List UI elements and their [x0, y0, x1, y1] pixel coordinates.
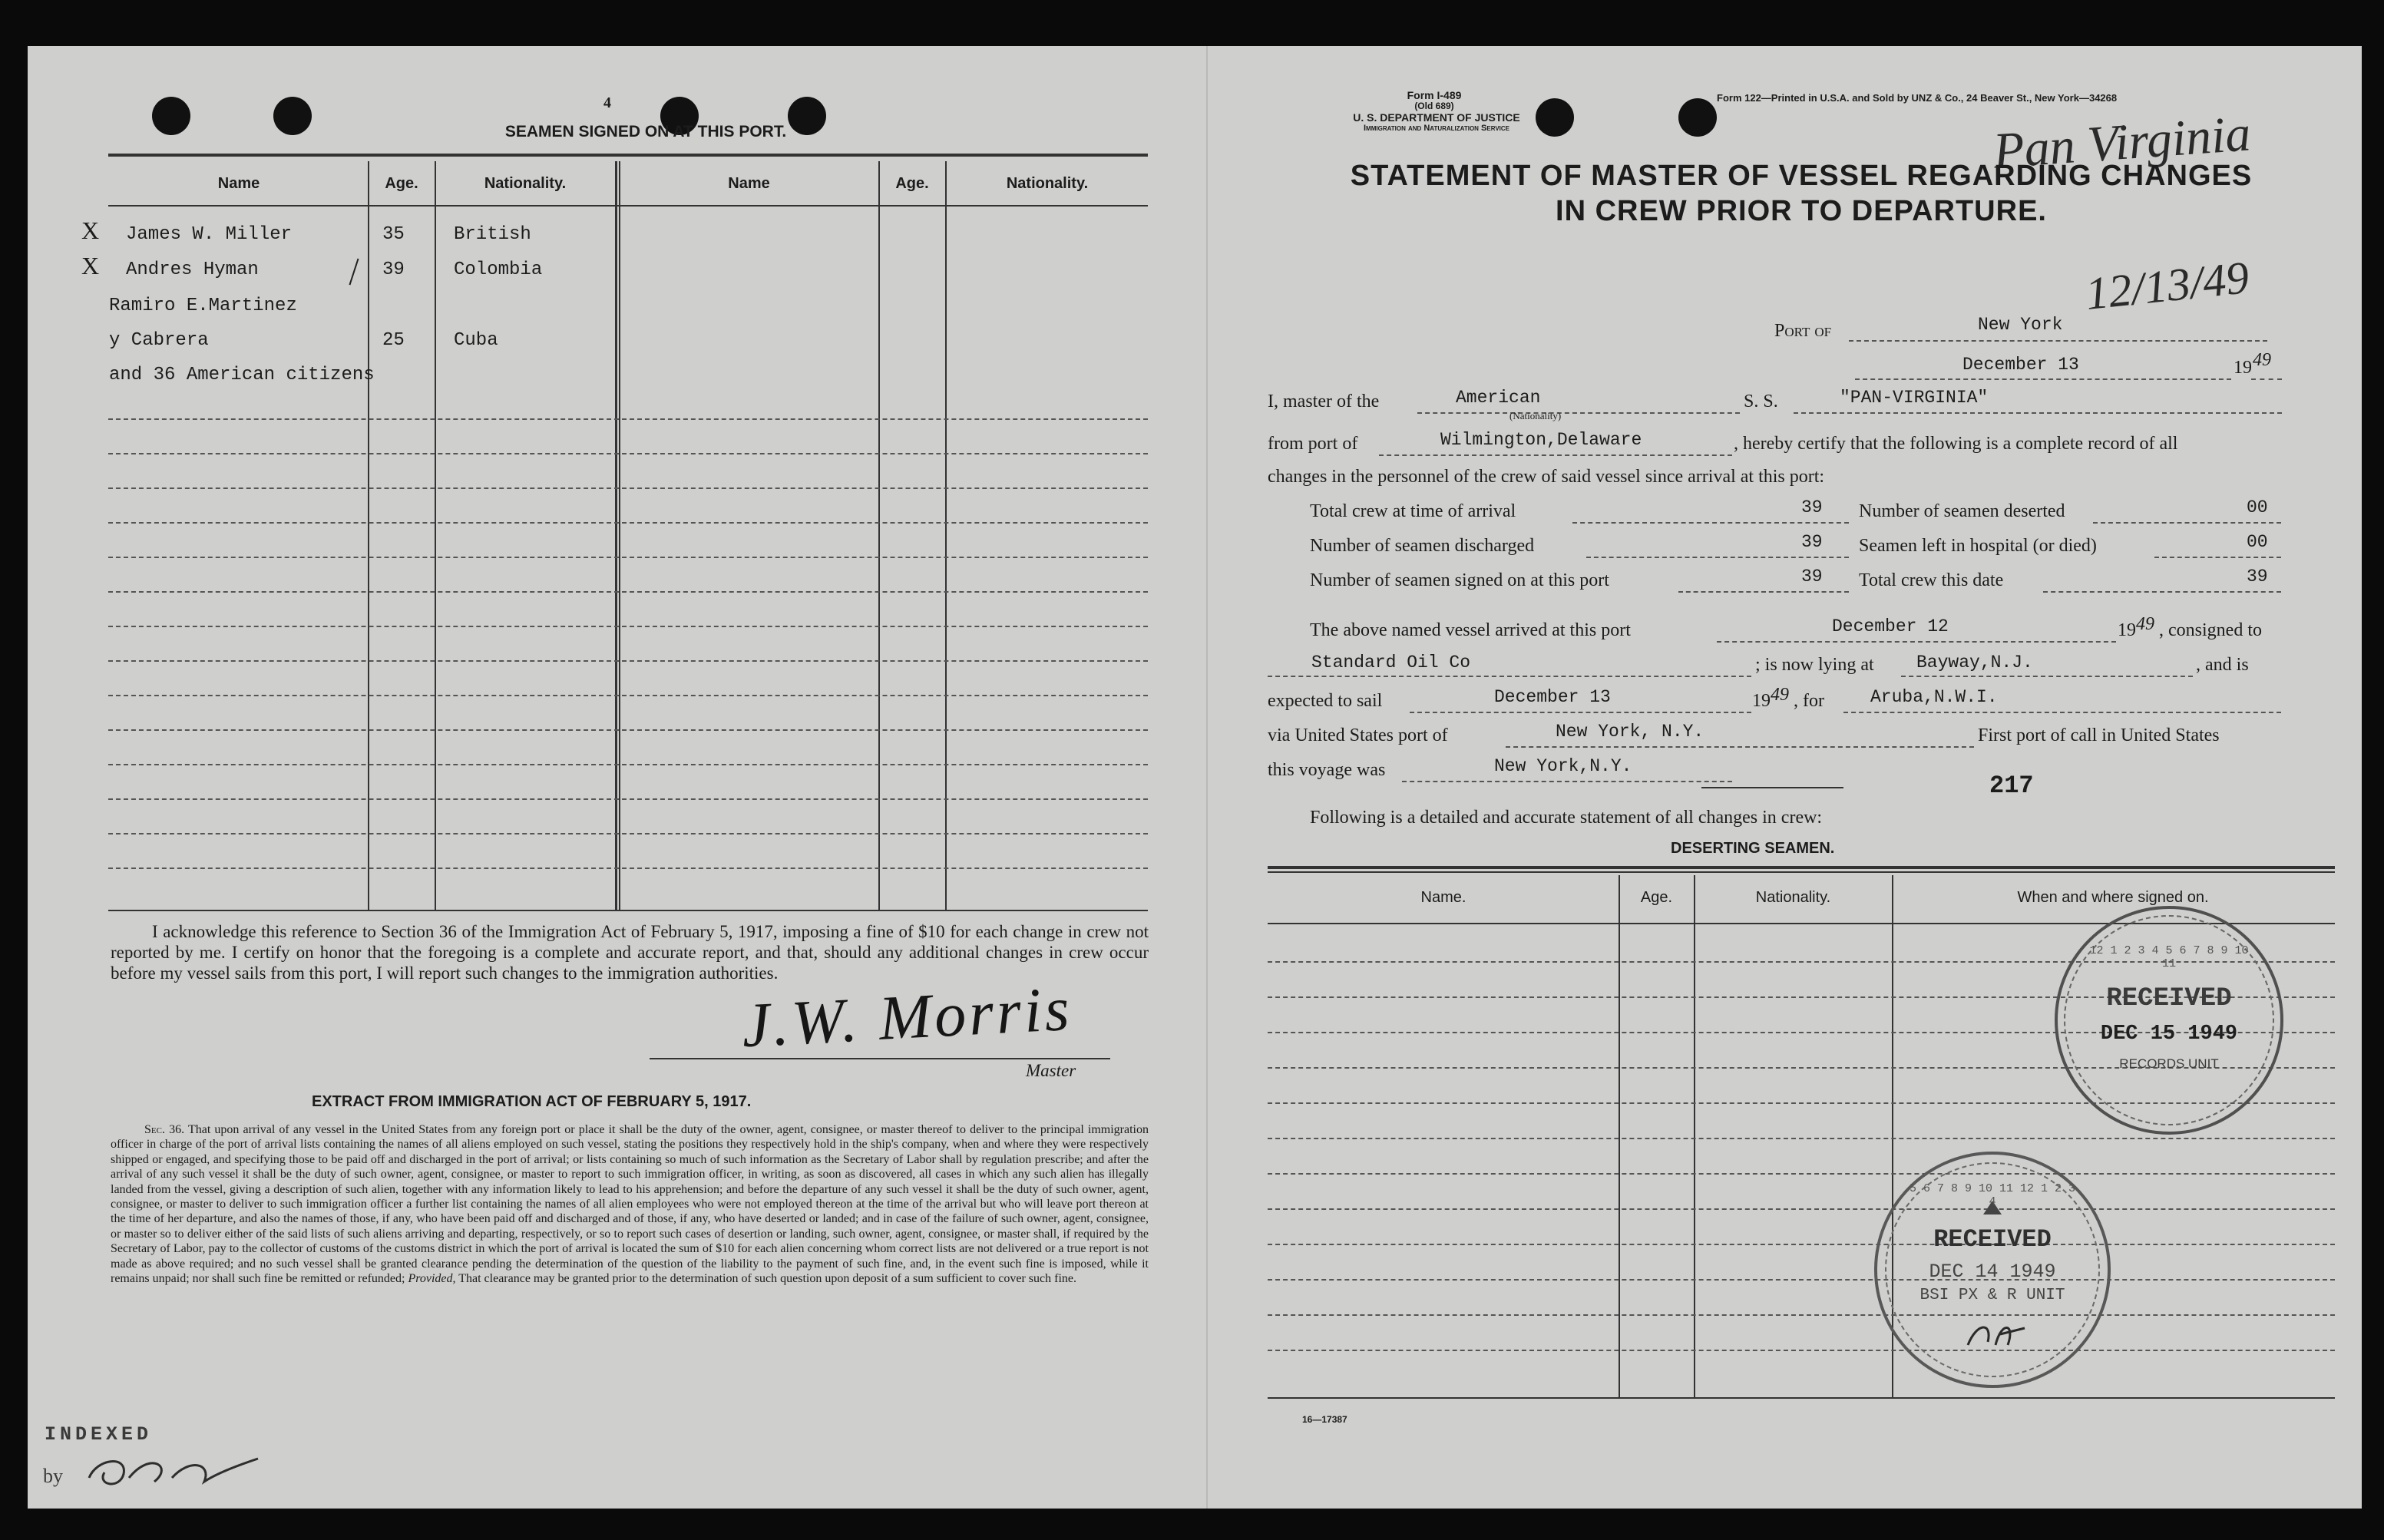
- nationality-value: American: [1456, 388, 1541, 408]
- stamp2-dial-digits: 5 6 7 8 9 10 11 12 1 2 3 4: [1909, 1182, 2076, 1208]
- handwritten-ship-name: Pan Virginia: [1991, 105, 2253, 180]
- pen-mark: [349, 259, 359, 286]
- form-title-line1: STATEMENT OF MASTER OF VESSEL REGARDING CHANGES: [1350, 160, 2253, 192]
- via-label: via United States port of: [1268, 725, 1448, 745]
- col-divider: [878, 161, 880, 910]
- col-header-name-2: Name: [728, 175, 770, 192]
- stat-value: 39: [1801, 497, 1823, 517]
- crew-name: and 36 American citizens: [109, 365, 375, 385]
- this-voyage-label: this voyage was: [1268, 760, 1386, 780]
- punch-hole: [273, 97, 312, 135]
- stamp-initials: [1962, 1314, 2031, 1353]
- left-page-header: SEAMEN SIGNED ON AT THIS PORT.: [504, 123, 787, 140]
- stat-label: Seamen left in hospital (or died): [1859, 536, 2097, 556]
- handwritten-date: 12/13/49: [2083, 252, 2252, 319]
- certify-text-2: changes in the personnel of the crew of said vessel since arrival at this port:: [1268, 467, 1825, 487]
- form-title-line2: IN CREW PRIOR TO DEPARTURE.: [1556, 195, 2047, 227]
- destination-line: [1843, 712, 2281, 713]
- col-divider: [1694, 875, 1695, 1397]
- rule: [1701, 787, 1843, 788]
- ship-name: "PAN-VIRGINIA": [1840, 388, 1989, 408]
- ss-label: S. S.: [1744, 392, 1778, 411]
- stat-value: 39: [1801, 567, 1823, 587]
- first-port-line: [1402, 781, 1732, 782]
- clerk-initials: [81, 1443, 266, 1497]
- acknowledgement-text: I acknowledge this reference to Section 36 of the Immigration Act of February 5, 1917, imposing a fine of $10 for each change in crew not reported by me. I certify on honor that the foregoing is a complete and accurate report, and that, should any additional changes in crew occur before my vessel sails from this port, I will report such changes to the immigration authorities.: [111, 922, 1149, 983]
- lying-label: ; is now lying at: [1755, 655, 1874, 675]
- department: U. S. DEPARTMENT OF JUSTICE: [1353, 111, 1520, 124]
- from-port-label: from port of: [1268, 434, 1358, 454]
- extract-proviso: That clearance may be granted prior to the determination of such question upon deposit of a sum sufficient to cover such fine.: [458, 1272, 1077, 1286]
- ship-name-line: [1794, 412, 2282, 414]
- deserting-top-rule-2: [1268, 871, 2335, 873]
- first-port-value: New York,N.Y.: [1494, 756, 1632, 776]
- col-divider: [435, 161, 436, 910]
- stat-label: Number of seamen discharged: [1310, 536, 1535, 556]
- col-divider: [615, 161, 617, 910]
- and-is-label: , and is: [2196, 655, 2249, 675]
- deserting-bottom-rule: [1268, 1397, 2335, 1399]
- from-port-line: [1379, 454, 1732, 456]
- port-of-label: Port of: [1774, 321, 1832, 341]
- arrived-label: The above named vessel arrived at this port: [1310, 620, 1631, 640]
- received-stamp-bsi: [1874, 1152, 2111, 1388]
- stamp2-date: DEC 14 1949: [1929, 1261, 2056, 1283]
- crew-name: James W. Miller: [126, 224, 293, 245]
- date-year: 49: [2253, 350, 2271, 370]
- consignee-value: Standard Oil Co: [1311, 653, 1471, 673]
- signature-title: Master: [1026, 1061, 1076, 1080]
- consigned-label: , consigned to: [2159, 620, 2262, 640]
- crew-name: y Cabrera: [109, 330, 209, 351]
- first-port-label: First port of call in United States: [1978, 725, 2220, 745]
- extract-section: Sec. 36.: [144, 1123, 185, 1136]
- stat-value: 00: [2247, 532, 2268, 552]
- sail-date-line: [1410, 712, 1751, 713]
- page-fold: [1206, 46, 1208, 1509]
- crew-nationality: Colombia: [454, 259, 543, 280]
- stamp2-received: RECEIVED: [1933, 1225, 2052, 1254]
- stat-line: [2093, 522, 2281, 524]
- stat-value: 39: [1801, 532, 1823, 552]
- page-number: 4: [603, 94, 611, 111]
- sail-year: 49: [1771, 685, 1789, 705]
- service: Immigration and Naturalization Service: [1363, 124, 1509, 133]
- crew-name: Ramiro E.Martinez: [109, 296, 297, 316]
- signature-line: [650, 1058, 1110, 1059]
- stat-value: 00: [2247, 497, 2268, 517]
- extract-title: EXTRACT FROM IMMIGRATION ACT OF FEBRUARY 5, 1917.: [312, 1093, 752, 1110]
- consignee-line: [1268, 676, 1751, 677]
- stat-value: 39: [2247, 567, 2268, 587]
- table-bottom-rule: [108, 910, 1148, 911]
- master-of-label: I, master of the: [1268, 392, 1380, 411]
- sail-date: December 13: [1494, 687, 1611, 707]
- master-signature: J.W. Morris: [739, 973, 1074, 1061]
- stamp1-received: RECEIVED: [2106, 984, 2232, 1013]
- crew-nationality: Cuba: [454, 330, 498, 351]
- port-of-value: New York: [1978, 315, 2063, 335]
- col-header-age: Age.: [385, 175, 418, 192]
- date-line: [1855, 378, 2231, 380]
- stat-label: Number of seamen signed on at this port: [1310, 570, 1609, 590]
- certify-text: , hereby certify that the following is a complete record of all: [1734, 434, 2178, 454]
- stat-label: Total crew at time of arrival: [1310, 501, 1516, 521]
- punch-hole: [1678, 98, 1717, 137]
- date-month-day: December 13: [1962, 355, 2079, 375]
- stamp1-unit: RECORDS UNIT: [2119, 1056, 2219, 1071]
- crew-age: 39: [382, 259, 405, 280]
- nationality-caption: (Nationality): [1509, 410, 1562, 421]
- deserting-header: DESERTING SEAMEN.: [1671, 840, 1835, 857]
- for-label: , for: [1794, 691, 1824, 711]
- lying-at-value: Bayway,N.J.: [1916, 653, 2033, 673]
- expected-label: expected to sail: [1268, 691, 1383, 711]
- arrived-year: 49: [2136, 614, 2154, 634]
- stat-line: [2043, 591, 2281, 593]
- col-header-nationality: Nationality.: [484, 175, 567, 192]
- destination-value: Aruba,N.W.I.: [1870, 687, 1998, 707]
- extract-proviso-label: Provided,: [408, 1272, 456, 1286]
- following-text: Following is a detailed and accurate statement of all changes in crew:: [1310, 808, 1823, 828]
- stamp2-unit: BSI PX & R UNIT: [1919, 1287, 2065, 1304]
- stat-line: [1586, 557, 1849, 558]
- form-old-number: (Old 689): [1414, 101, 1454, 111]
- stat-label: Total crew this date: [1859, 570, 2004, 590]
- document-scan: 4 SEAMEN SIGNED ON AT THIS PORT. Name Age. Nationality. Name Age. Nationality. X James W. Miller 35 British X Andres Hyman 39 Colombia Ramiro E.Martinez y Cabrera 25 Cuba and 36 American citizens I acknowledge this reference to Section 36 of the Immigration Act of February 5, 1917, imposing a fine of $10 for each change in crew not reported by me. I certify on honor that the foregoing is a complete and accurate report, and that, should any additional changes in crew occur before my vessel sails from this port, I will report such changes to the immigration authorities. J.W. Morris Master EXTRACT FROM IMMIGRATION ACT OF FEBRUARY 5, 1917. Sec. 36. That upon arrival of any vessel in the United States from any foreign port or place it shall be the duty of the owner, agent, consignee, or master thereof to deliver to the principal immigration officer in charge of the port of arrival lists containing the names of all aliens employed on such vessel, stating the positions they respectively hold in the ship's company, when and where they were respectively shipped or engaged, and specifying those to be paid off and discharged in the port of arrival; or lists containing so much of such information as the Secretary of Labor shall by regulation prescribe; and after the arrival of any such vessel it shall be the duty of such owner, agent, consignee, or master to report to such immigration officer, in writing, as soon as discovered, all cases in which any such alien has illegally landed from the vessel, giving a description of such alien, together with any information likely to lead to his apprehension; and before the departure of any such vessel it shall be the duty of such owner, agent, consignee, or master to deliver to such immigration officer a further list containing the names of all alien employees who were not employed thereon at the time of the arrival but who will leave port thereon at the time of her departure, and also the names of those, if any, who have been paid off and discharged and of those, if any, who have deserted or landed; and in case of the failure of such owner, agent, consignee, or master so to deliver either of the said lists of such aliens arriving and departing, respectively, or so to report such cases of desertion or landing, such owner, agent, consignee, or master shall, if required by the Secretary of Labor, pay to the collector of customs of the customs district in which the port of arrival is located the sum of $10 for each alien concerning whom correct lists are not delivered or a true report is not made as above required; and no such vessel shall be granted clearance pending the determination of the question of the liability to the payment of such fine, and, in the event such fine is imposed, while it remains unpaid; nor shall such fine be remitted or refunded; Provided, That clearance may be granted prior to the determination of such question upon deposit of a sum sufficient to cover such fine. INDEXED by Form I-489 (Old 689) U. S. DEPARTMENT OF JUSTICE Immigration and Naturalization Service Form 122—Printed in U.S.A. and Sold by UNZ & Co., 24 Beaver St., New York—34268 Pan Virginia 12/13/49 STATEMENT OF MASTER OF VESSEL REGARDING CHANGES IN CREW PRIOR TO DEPARTURE. Port of New York December 13 19 49 I, master of the American (Nationality) S. S. "PAN-VIRGINIA" from port of Wilmington,Delaware , hereby certify that the following is a complete record of all changes in the personnel of the crew of said vessel since arrival at this port: Total crew at time of arrival 39 Number of seamen discharged 39 Number of seamen signed on at this port 39 Number of seamen deserted 00 Seamen left in hospital (or died) 00 Total crew this date 39 The above named vessel arrived at this port December 12 19 49 , consigned to Standard Oil Co ; is now lying at Bayway,N.J. , and is expected to sail December 13 19 49 , for Aruba,N.W.I. via United States port of New York, N.Y. First port of call in United States this voyage was New York,N.Y. 217 Following is a detailed and accurate statement of all changes in crew: DESERTING SEAMEN. Name. Age. Nationality. When and where signed on. RECEIVED DEC 15 1949 RECORDS UNIT 12 1 2 3 4 5 6 7 8 9 10 11 RECEIVED DEC 14 1949 BSI PX & R UNIT 5 6 7 8 9 10 11 12 1 2 3 4 16—17387: [28, 46, 2362, 1509]
- table-header-rule: [108, 205, 1148, 207]
- col-header-age-2: Age.: [895, 175, 929, 192]
- footer-code: 16—17387: [1302, 1414, 1347, 1425]
- form-number: Form I-489: [1407, 89, 1462, 101]
- stat-line: [2154, 557, 2281, 558]
- date-year-prefix: 19: [2234, 358, 2252, 378]
- stamp1-date: DEC 15 1949: [2100, 1023, 2238, 1046]
- col-header-nationality-2: Nationality.: [1006, 175, 1089, 192]
- stat-line: [1572, 522, 1849, 524]
- printer-note: Form 122—Printed in U.S.A. and Sold by UNZ & Co., 24 Beaver St., New York—34268: [1717, 92, 2118, 104]
- deserting-col-age: Age.: [1640, 889, 1673, 906]
- nationality-line: [1417, 412, 1740, 414]
- col-divider: [619, 161, 620, 910]
- deserting-col-when-where: When and where signed on.: [2017, 889, 2209, 906]
- number-stamp: 217: [1989, 772, 2034, 800]
- stat-line: [1678, 591, 1849, 593]
- extract-text: That upon arrival of any vessel in the United States from any foreign port or place it shall be the duty of the owner, agent, consignee, or master thereof to deliver to the principal immigration officer in charge of the port of arrival lists containing the names of all aliens employed on such vessel, stating the positions they respectively hold in the ship's company, when and where they were respectively shipped or engaged, and specifying those to be paid off and discharged in the port of arrival; or lists containing so much of such information as the Secretary of Labor shall by regulation prescribe; and after the arrival of any such vessel it shall be the duty of such owner, agent, consignee, or master to report to such immigration officer, in writing, as soon as discovered, all cases in which any such alien has illegally landed from the vessel, giving a description of such alien, together with any information likely to lead to his apprehension; and before the departure of any such vessel it shall be the duty of such owner, agent, consignee, or master to deliver to such immigration officer a further list containing the names of all alien employees who were not employed thereon at the time of the arrival but who will leave port thereon at the time of her departure, and also the names of those, if any, who have been paid off and discharged and of those, if any, who have deserted or landed; and in case of the failure of such owner, agent, consignee, or master so to deliver either of the said lists of such aliens arriving and departing, respectively, or so to report such cases of desertion or landing, such owner, agent, consignee, or master shall, if required by the Secretary of Labor, pay to the collector of customs of the customs district in which the port of arrival is located the sum of $10 for each alien concerning whom correct lists are not delivered or a true report is not made as above required; and no such vessel shall be granted clearance pending the determination of the question of the liability to the payment of such fine, and, in the event such fine is imposed, while it remains unpaid; nor shall such fine be remitted or refunded;: [111, 1123, 1149, 1286]
- crew-age: 25: [382, 330, 405, 351]
- col-divider: [1619, 875, 1620, 1397]
- row-mark: X: [81, 252, 100, 279]
- col-header-name: Name: [217, 175, 260, 192]
- stamp1-dial-digits: 12 1 2 3 4 5 6 7 8 9 10 11: [2089, 944, 2249, 970]
- crew-age: 35: [382, 224, 405, 245]
- row-mark: X: [81, 216, 100, 244]
- indexed-by-label: by: [43, 1465, 63, 1487]
- arrived-date: December 12: [1832, 616, 1949, 636]
- deserting-top-rule: [1268, 866, 2335, 869]
- table-top-rule: [108, 154, 1148, 157]
- via-port-value: New York, N.Y.: [1556, 722, 1705, 742]
- deserting-col-name: Name.: [1420, 889, 1466, 906]
- punch-hole: [152, 97, 190, 135]
- stat-label: Number of seamen deserted: [1859, 501, 2065, 521]
- indexed-stamp: INDEXED: [45, 1423, 153, 1446]
- date-year-line: [2251, 378, 2282, 380]
- crew-nationality: British: [454, 224, 531, 245]
- arrived-line: [1717, 641, 2116, 643]
- deserting-col-nationality: Nationality.: [1755, 889, 1831, 906]
- lying-line: [1901, 676, 2193, 677]
- col-divider: [368, 161, 369, 910]
- extract-body: [111, 1122, 1149, 1286]
- col-divider: [945, 161, 947, 910]
- received-stamp-records: [2055, 906, 2283, 1135]
- from-port-value: Wilmington,Delaware: [1440, 430, 1642, 450]
- port-of-line: [1849, 340, 2267, 342]
- crew-name: Andres Hyman: [126, 259, 259, 280]
- via-line: [1506, 746, 1974, 748]
